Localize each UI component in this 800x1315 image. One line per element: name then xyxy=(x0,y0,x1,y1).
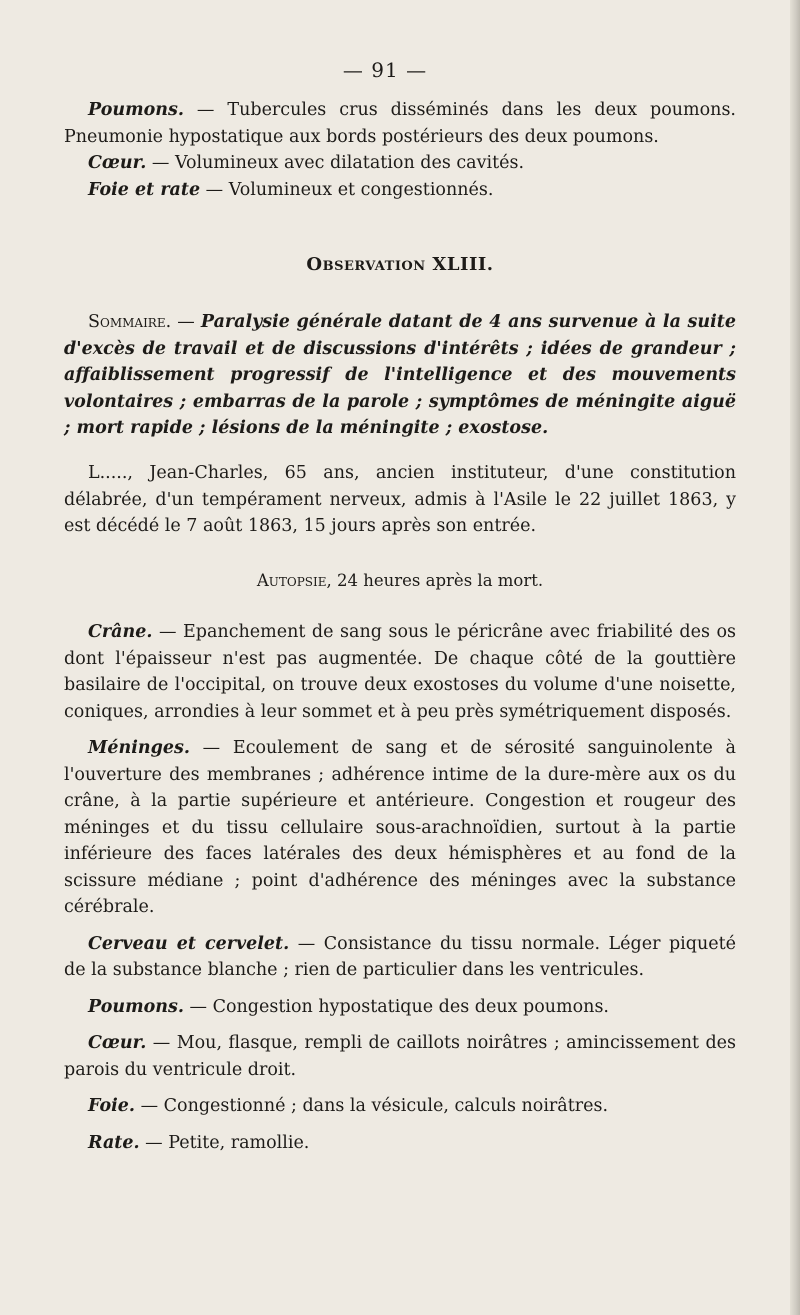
case-block xyxy=(64,460,736,540)
autopsy-label: Autopsie, xyxy=(256,571,332,590)
finding-text: — Congestionné ; dans la vésicule, calculs noirâtres. xyxy=(135,1096,609,1116)
lesion-liver-spleen xyxy=(64,177,736,204)
finding-label: Crâne. xyxy=(88,622,153,642)
finding-liver xyxy=(64,1093,736,1120)
page-number: — 91 — xyxy=(342,58,428,82)
finding-label: Cœur. xyxy=(88,1033,147,1053)
summary-text: Paralysie générale datant de 4 ans survenue à la suite d'excès de travail et de discussions d'intérêts ; idées de grandeur ; affaiblissement progressif de l'intelligence et des mouvements volontaires ; embarras de la parole ; symptômes de méningite aiguë ; mort rapide ; lésions de la méningite ; exostose. xyxy=(64,312,736,438)
finding-text: — Consistance du tissu normale. Léger piqueté de la substance blanche ; rien de particulier dans les ventricules. xyxy=(64,933,736,980)
finding-brain xyxy=(64,931,736,984)
observation-title: Observation XLIII. xyxy=(306,254,494,275)
lesion-text: — Tubercules crus disséminés dans les deux poumons. Pneumonie hypostatique aux bords postérieurs des deux poumons. xyxy=(64,100,736,147)
finding-text: — Ecoulement de sang et de sérosité sanguinolente à l'ouverture des membranes ; adhérence intime de la dure-mère aux os du crâne, à la partie supérieure et antérieure. Congestion et rougeur des méninges et du tissu cellulaire sous-arachnoïdien, surtout à la partie inférieure des faces latérales des deux hémisphères et au fond de la scissure médiane ; point d'adhérence des méninges avec la substance cérébrale. xyxy=(64,738,736,917)
finding-label: Poumons. xyxy=(88,996,184,1017)
summary-label: Sommaire. xyxy=(88,312,172,332)
lesion-lungs xyxy=(64,97,736,150)
finding-lungs xyxy=(64,994,736,1021)
finding-text: — Mou, flasque, rempli de caillots noirâtres ; amincissement des parois du ventricule droit. xyxy=(64,1033,736,1080)
finding-label: Rate. xyxy=(88,1132,140,1153)
finding-heart xyxy=(64,1030,736,1083)
findings-block xyxy=(64,619,736,1156)
case-paragraph: L....., Jean-Charles, 65 ans, ancien instituteur, d'une constitution délabrée, d'un tempérament nerveux, admis à l'Asile le 22 juillet 1863, y est décédé le 7 août 1863, 15 jours après son entrée. xyxy=(64,463,736,536)
summary-block xyxy=(64,309,736,442)
lesions-top-block xyxy=(64,97,736,203)
finding-text: — Epanchement de sang sous le péricrâne avec friabilité des os dont l'épaisseur n'est pas augmentée. De chaque côté de la gouttière basilaire de l'occipital, on trouve deux exostoses du volume d'une noisette, coniques, arrondies à leur sommet et à peu près symétriquement disposés. xyxy=(64,622,736,722)
finding-label: Foie. xyxy=(88,1096,136,1116)
lesion-label: Poumons. xyxy=(88,100,184,120)
lesion-text: — Volumineux avec dilatation des cavités. xyxy=(146,153,525,173)
finding-spleen xyxy=(64,1130,736,1157)
finding-skull xyxy=(64,619,736,725)
finding-text: — Congestion hypostatique des deux poumons. xyxy=(183,996,609,1017)
lesion-label: Cœur. xyxy=(88,153,147,173)
finding-meninges xyxy=(64,735,736,921)
finding-label: Méninges. xyxy=(88,738,190,758)
page-edge-shadow xyxy=(790,0,800,1315)
lesion-label: Foie et rate xyxy=(88,179,201,200)
lesion-heart xyxy=(64,150,736,177)
autopsy-heading xyxy=(64,568,736,595)
autopsy-text: 24 heures après la mort. xyxy=(331,571,544,590)
finding-label: Cerveau et cervelet. xyxy=(88,933,290,954)
lesion-text: — Volumineux et congestionnés. xyxy=(200,179,494,200)
summary-paragraph xyxy=(64,309,736,442)
finding-text: — Petite, ramollie. xyxy=(139,1132,310,1153)
summary-dash: — xyxy=(171,312,201,332)
